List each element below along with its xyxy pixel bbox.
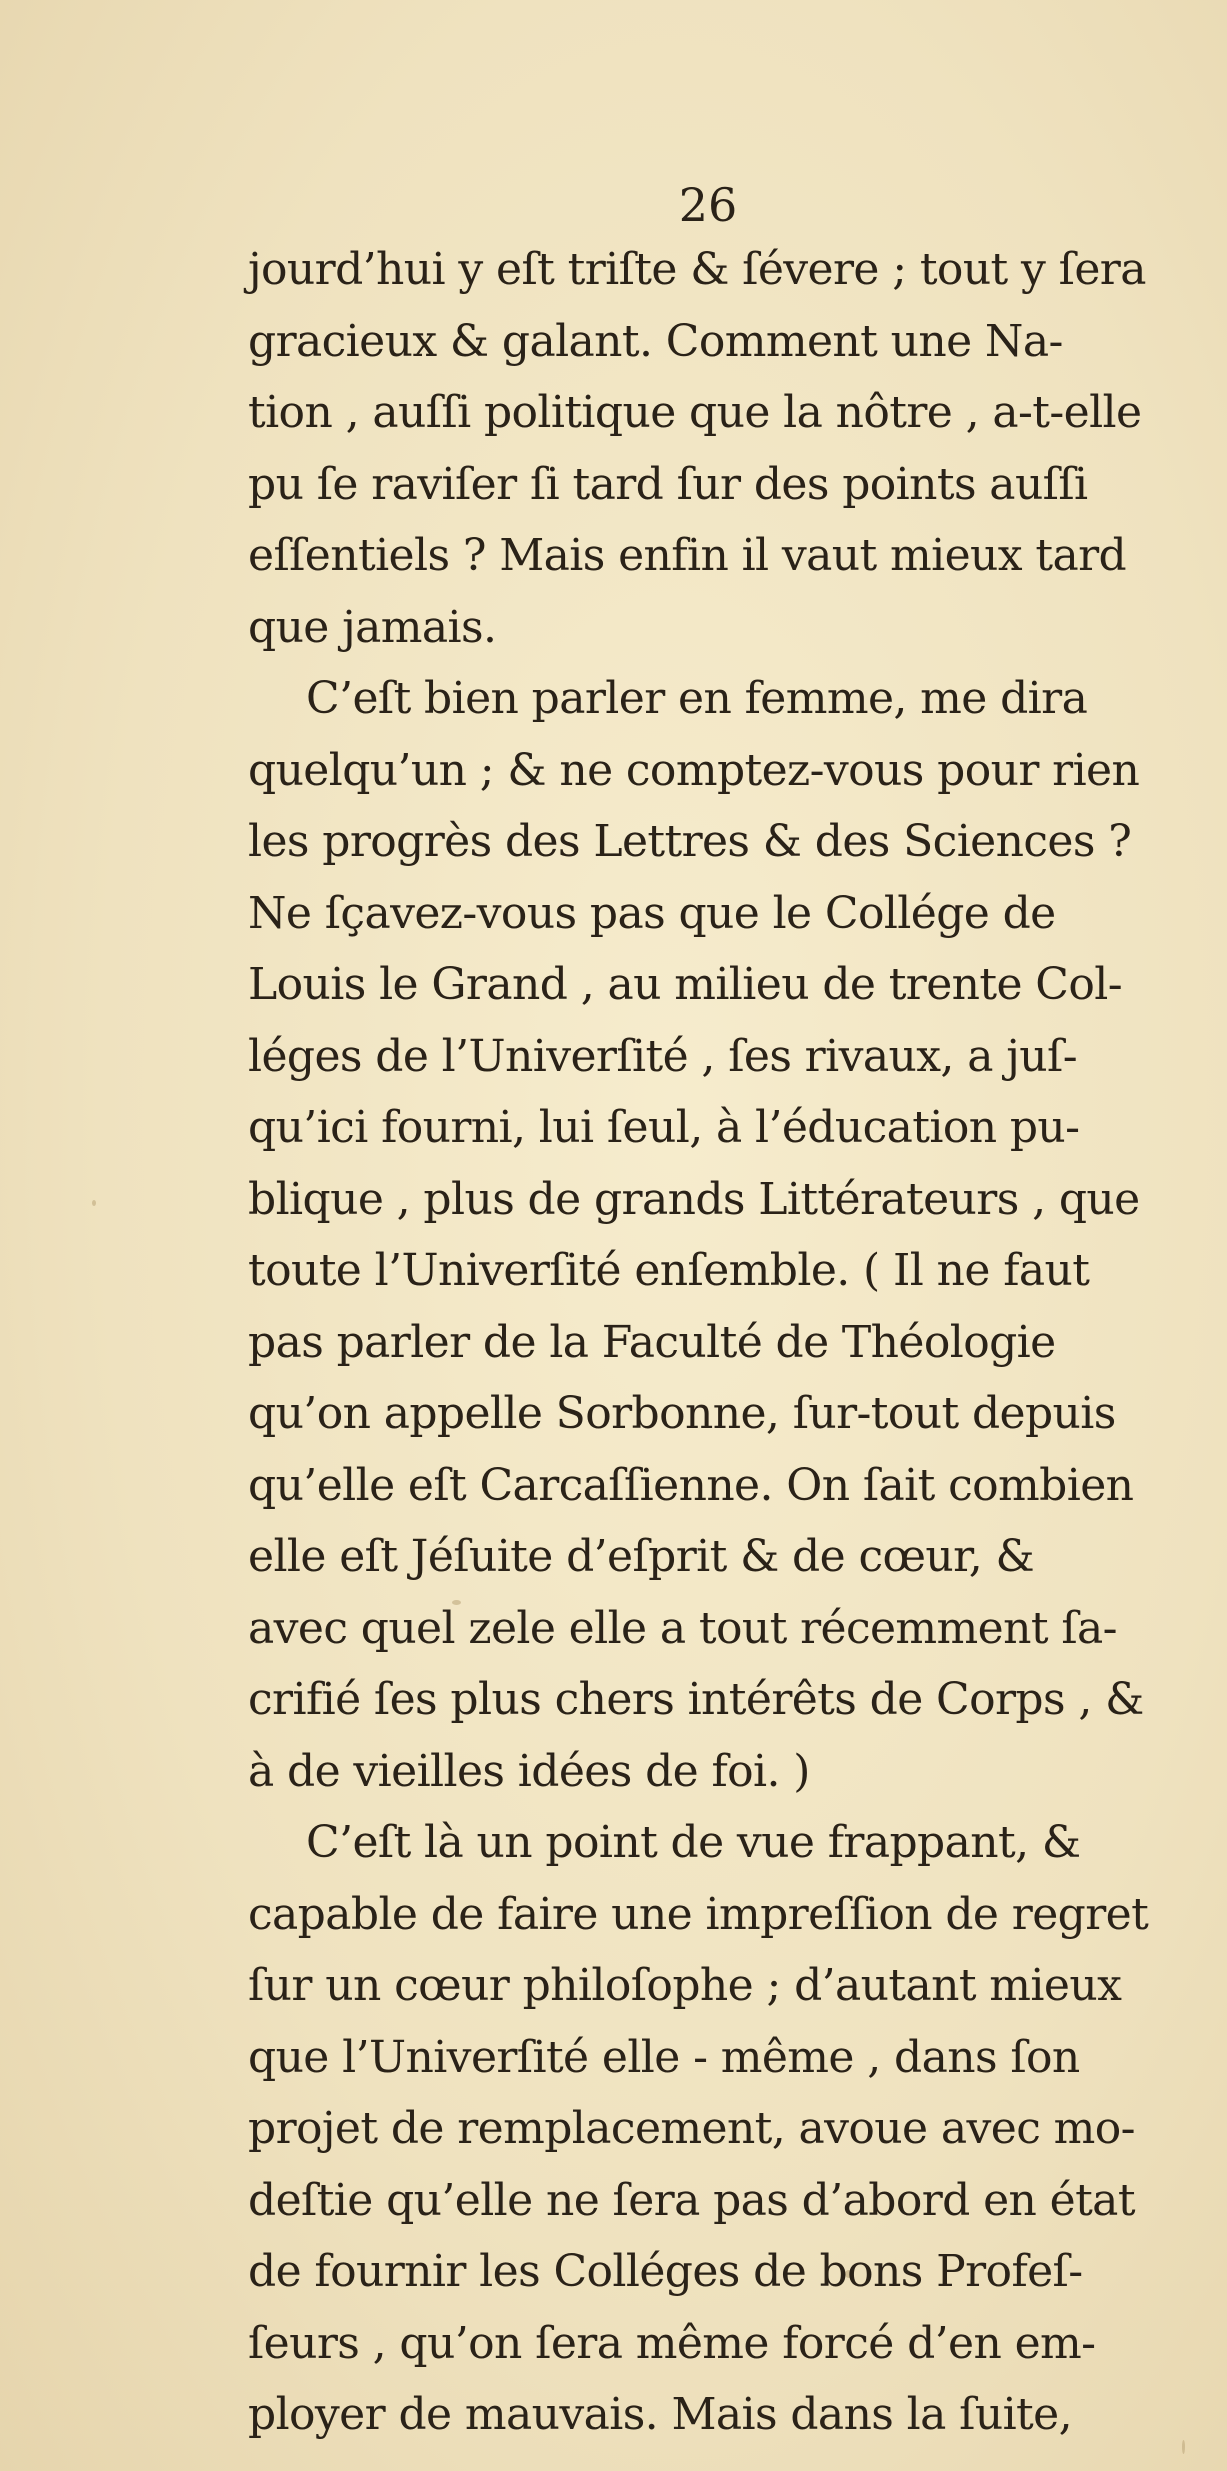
text-line: pu ſe raviſer ſi tard ſur des points auſſi [248, 458, 1088, 510]
text-line: eſſentiels ? Mais enfin il vaut mieux tard [248, 530, 1127, 581]
text-line: qu’elle eſt Carcaſſienne. On ſait combien [248, 1459, 1134, 1511]
text-line: avec quel zele elle a tout récemment ſa- [248, 1602, 1117, 1654]
text-line: capable de faire une impreſſion de regret [248, 1888, 1149, 1940]
page-text [248, 180, 1208, 2451]
text-line: ſur un cœur philoſophe ; d’autant mieux [248, 1960, 1122, 2011]
text-line: les progrès des Lettres & des Sciences ? [248, 816, 1132, 867]
text-line: gracieux & galant. Comment une Na- [248, 315, 1063, 367]
text-line: que l’Univerſité elle - même , dans ſon [248, 2031, 1080, 2083]
text-line: crifié ſes plus chers intérêts de Corps , & [248, 1674, 1144, 1725]
text-line: qu’on appelle Sorbonne, ſur-tout depuis [248, 1388, 1116, 1439]
text-line: léges de l’Univerſité , ſes rivaux, a juſ- [248, 1030, 1077, 1082]
text-line: pas parler de la Faculté de Théologie [248, 1316, 1056, 1368]
text-line: ployer de mauvais. Mais dans la ſuite, [248, 2389, 1072, 2440]
text-line: Ne ſçavez-vous pas que le Collége de [248, 887, 1056, 939]
text-line: toute l’Univerſité enſemble. ( Il ne faut [248, 1245, 1090, 1296]
page-number: 26 [678, 178, 738, 232]
text-line: de fournir les Colléges de bons Profeſ- [248, 2246, 1083, 2297]
text-line: tion , auſſi politique que la nôtre , a-t-elle [248, 387, 1142, 438]
text-line: elle eſt Jéſuite d’eſprit & de cœur, & [248, 1531, 1035, 1582]
text-line: C’eſt là un point de vue frappant, & [306, 1817, 1081, 1868]
text-line: projet de remplacement, avoue avec mo- [248, 2103, 1135, 2154]
text-line: que jamais. [248, 601, 497, 653]
paper-fleck [92, 1200, 96, 1206]
text-line: deſtie qu’elle ne ſera pas d’abord en état [248, 2174, 1135, 2226]
text-line: qu’ici fourni, lui ſeul, à l’éducation pu- [248, 1102, 1080, 1153]
text-line: ſeurs , qu’on ſera même forcé d’en em- [248, 2317, 1096, 2369]
text-line: Louis le Grand , au milieu de trente Col- [248, 959, 1123, 1010]
text-line: quelqu’un ; & ne comptez-vous pour rien [248, 744, 1140, 796]
text-line: à de vieilles idées de foi. ) [248, 1745, 810, 1797]
text-line: C’eſt bien parler en femme, me dira [306, 673, 1088, 724]
text-line: blique , plus de grands Littérateurs , que [248, 1173, 1140, 1225]
text-line: jourd’hui y eſt triſte & ſévere ; tout y ſera [248, 244, 1146, 295]
